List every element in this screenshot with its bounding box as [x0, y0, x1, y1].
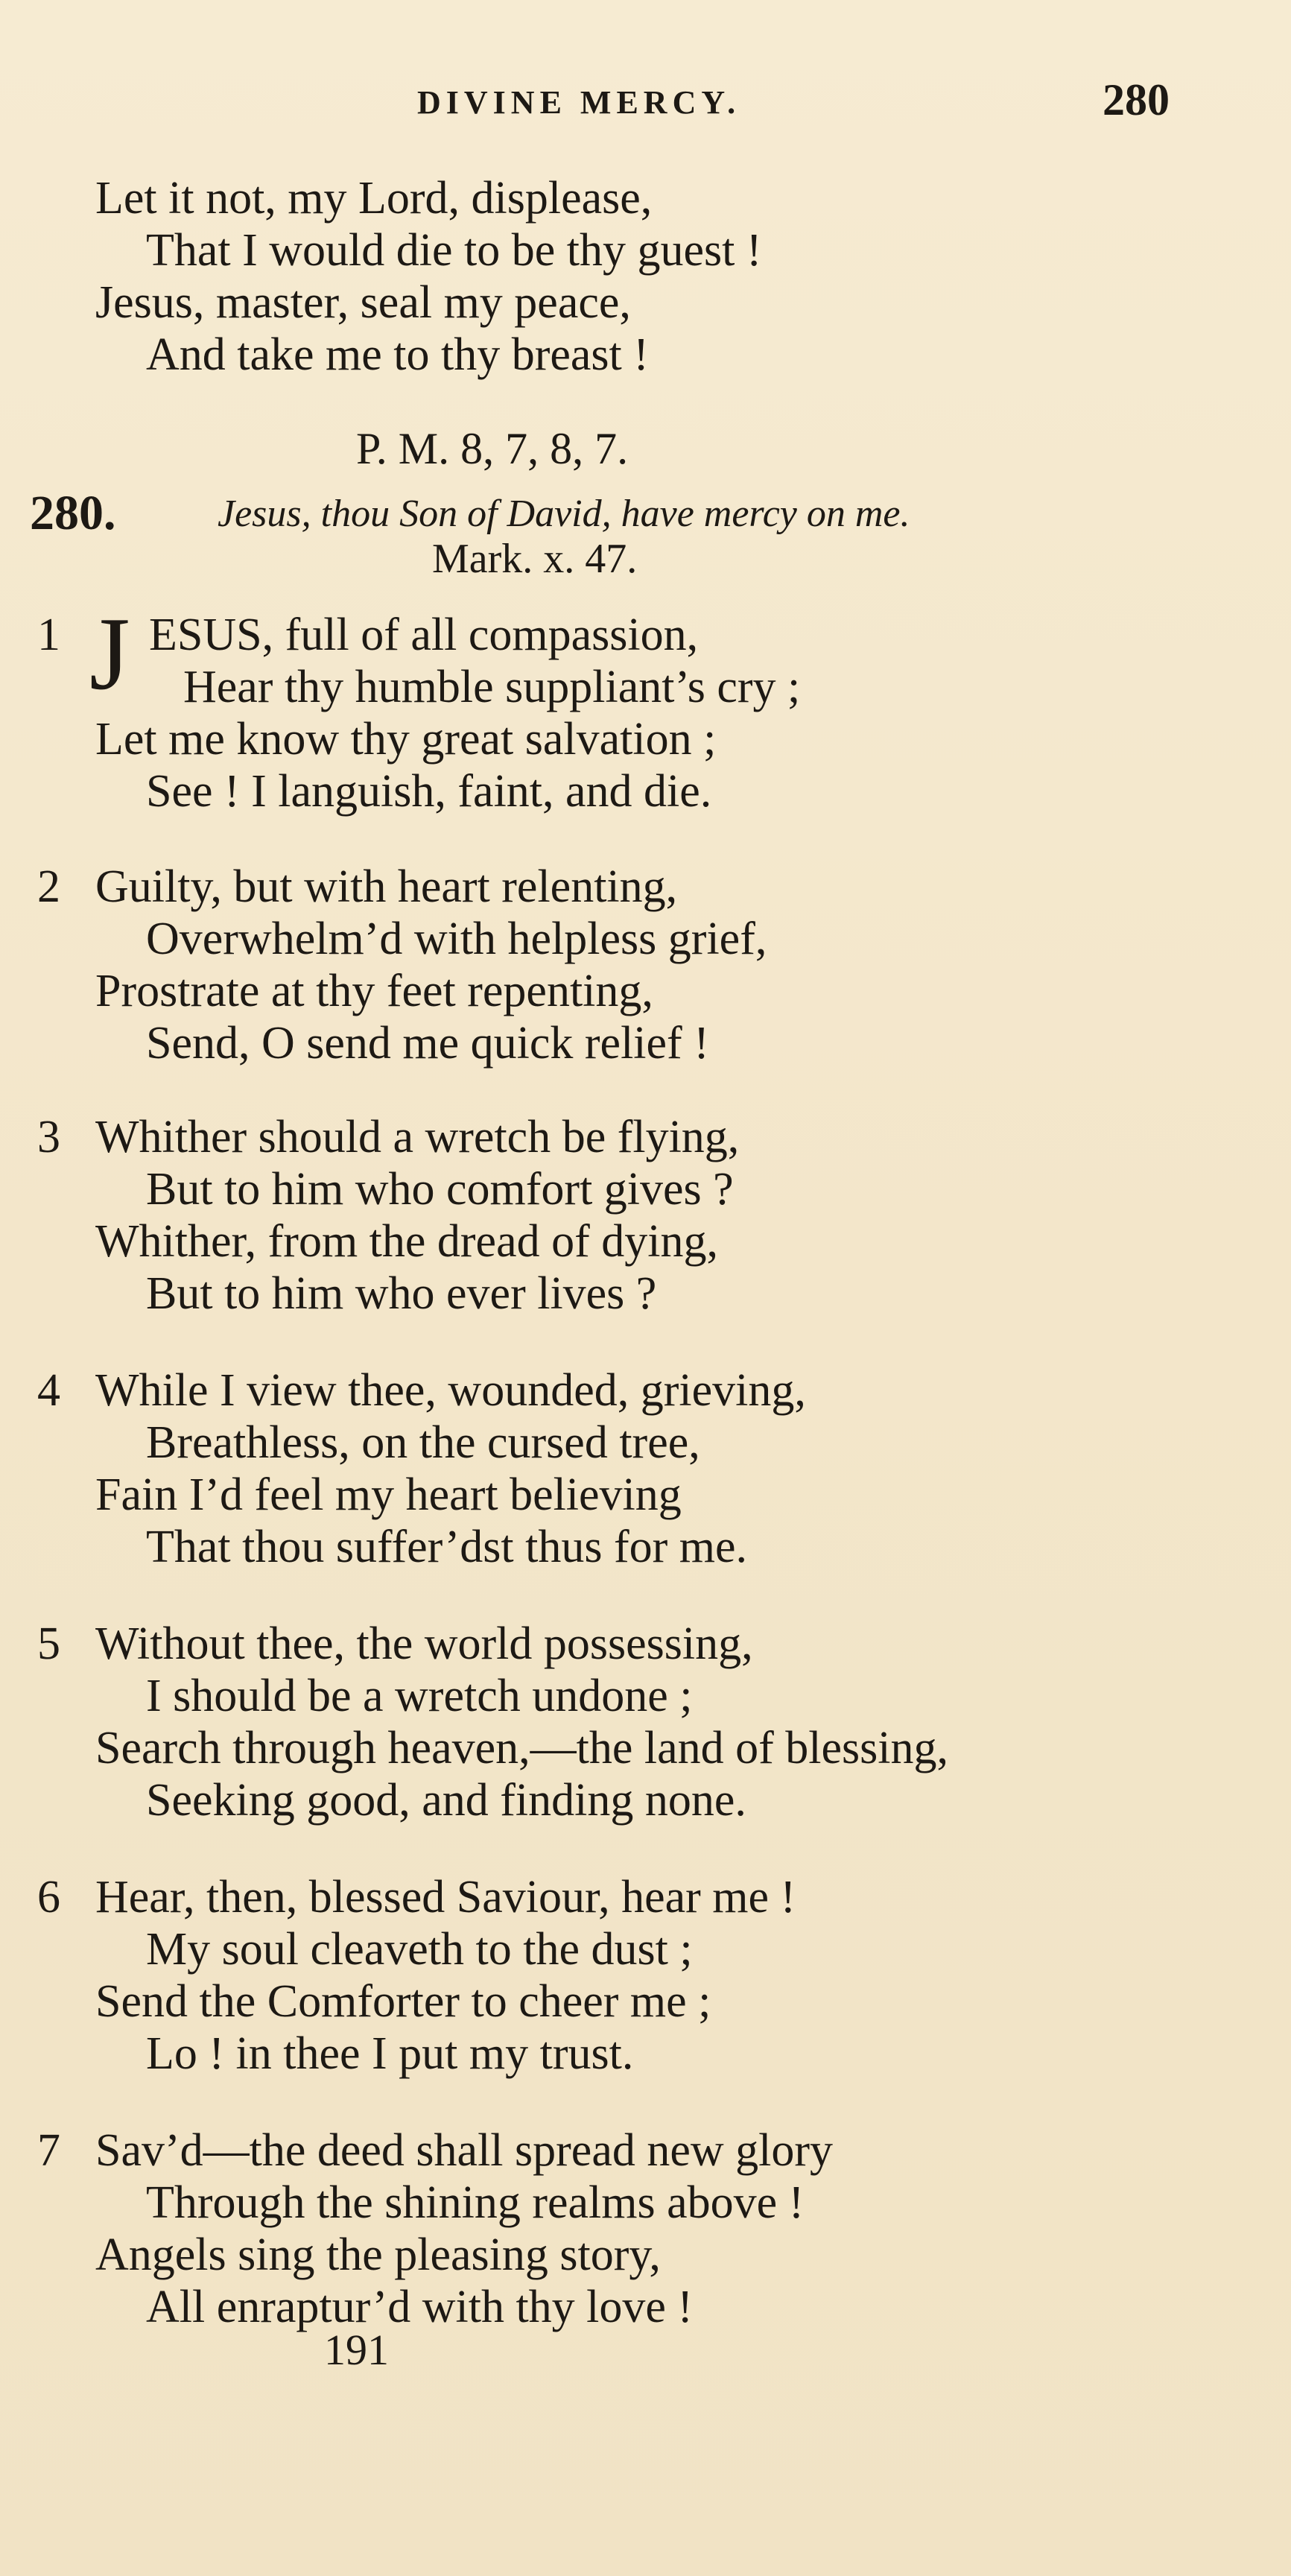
previous-hymn-line: Let it not, my Lord, displease, [95, 173, 653, 224]
scripture-reference: Mark. x. 47. [432, 536, 638, 582]
stanza-number: 1 [37, 610, 60, 660]
stanza-line: Without thee, the world possessing, [95, 1618, 753, 1669]
stanza-number: 3 [37, 1112, 60, 1162]
stanza-line: Seeking good, and finding none. [146, 1775, 746, 1826]
stanza-line: That thou suffer’dst thus for me. [146, 1522, 747, 1572]
stanza-line: While I view thee, wounded, grieving, [95, 1365, 806, 1416]
stanza-line: But to him who ever lives ? [146, 1268, 657, 1319]
stanza-line: Whither should a wretch be flying, [95, 1112, 740, 1162]
stanza-line: Search through heaven,—the land of blessing, [95, 1723, 948, 1773]
stanza-line: Hear thy humble suppliant’s cry ; [183, 662, 801, 712]
stanza-line: Breathless, on the cursed tree, [146, 1417, 700, 1468]
stanza-line: See ! I languish, faint, and die. [146, 766, 712, 817]
previous-hymn-line: And take me to thy breast ! [146, 329, 649, 380]
stanza-line: Let me know thy great salvation ; [95, 714, 717, 765]
stanza-line: Lo ! in thee I put my trust. [146, 2028, 634, 2079]
hymn-meter: P. M. 8, 7, 8, 7. [356, 424, 629, 473]
stanza-line: Whither, from the dread of dying, [95, 1216, 718, 1267]
stanza-line: Guilty, but with heart relenting, [95, 861, 678, 912]
stanza-line: Hear, then, blessed Saviour, hear me ! [95, 1872, 796, 1922]
stanza-number: 2 [37, 861, 60, 912]
stanza-line: All enraptur’d with thy love ! [146, 2282, 694, 2332]
stanza-line: But to him who comfort gives ? [146, 1164, 734, 1215]
stanza-line: My soul cleaveth to the dust ; [146, 1924, 693, 1975]
stanza-line: Send the Comforter to cheer me ; [95, 1976, 711, 2027]
stanza-line: Prostrate at thy feet repenting, [95, 966, 653, 1016]
stanza-number: 6 [37, 1872, 60, 1922]
previous-hymn-line: Jesus, master, seal my peace, [95, 277, 631, 328]
stanza-number: 4 [37, 1365, 60, 1416]
page-number: 280 [1103, 75, 1170, 124]
stanza-line: I should be a wretch undone ; [146, 1671, 693, 1721]
stanza-number: 5 [37, 1618, 60, 1669]
stanza-line: Overwhelm’d with helpless grief, [146, 914, 767, 964]
previous-hymn-line: That I would die to be thy guest ! [146, 225, 762, 276]
stanza-line: Through the shining realms above ! [146, 2177, 805, 2228]
running-head: DIVINE MERCY. [417, 84, 741, 121]
stanza-line: Sav’d—the deed shall spread new glory [95, 2125, 834, 2176]
stanza-line: Fain I’d feel my heart believing [95, 1469, 682, 1520]
stanza-number: 7 [37, 2125, 60, 2176]
stanza-line: Angels sing the pleasing story, [95, 2230, 661, 2280]
folio-number: 191 [324, 2326, 389, 2374]
stanza-line: Send, O send me quick relief ! [146, 1018, 709, 1069]
stanza-line: ESUS, full of all compassion, [149, 610, 699, 660]
drop-cap: J [89, 596, 130, 712]
hymn-number: 280. [30, 486, 116, 540]
hymn-title: Jesus, thou Son of David, have mercy on me. [218, 493, 910, 535]
